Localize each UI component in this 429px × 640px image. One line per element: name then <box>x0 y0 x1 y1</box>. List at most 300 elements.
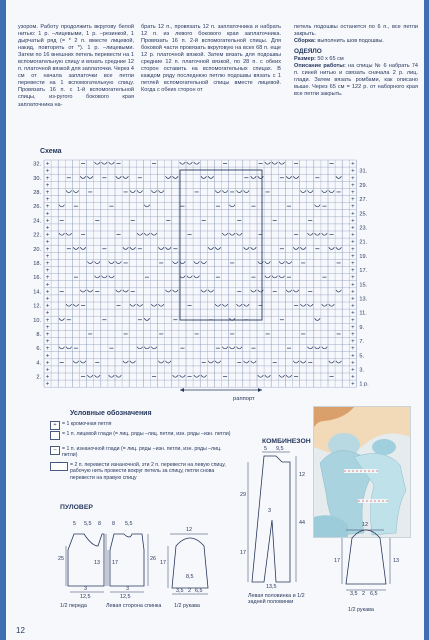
wrap-mark <box>73 304 79 306</box>
wrap-mark <box>300 361 306 363</box>
row-label-right: 13. <box>359 296 368 303</box>
wrap-mark <box>315 205 321 207</box>
assembly-label: Сборка: <box>294 38 316 45</box>
edge-stitch-mark: + <box>351 353 355 360</box>
wrap-mark <box>272 162 278 164</box>
wrap-mark <box>286 375 292 377</box>
wrap-mark <box>116 290 122 292</box>
row-label-left: 32. <box>33 161 41 168</box>
wrap-mark <box>59 205 65 207</box>
pullover-heading: ПУЛОВЕР <box>60 504 93 511</box>
edge-stitch-mark: + <box>45 360 50 367</box>
wrap-mark <box>265 375 271 377</box>
wrap-mark <box>329 190 335 192</box>
edge-stitch-mark: + <box>45 232 50 239</box>
edge-stitch-mark: + <box>45 339 50 346</box>
wrap-mark <box>293 290 299 292</box>
wrap-mark <box>194 375 200 377</box>
chart-grid <box>44 160 356 387</box>
row-label-right: 31. <box>359 168 368 175</box>
edge-stitch-mark: + <box>351 246 355 253</box>
legend-item-wrap <box>50 462 235 481</box>
edge-stitch-mark: + <box>351 282 355 289</box>
rapport-label: раппорт <box>233 396 255 402</box>
wrap-mark <box>137 347 143 349</box>
edge-stitch-mark: + <box>45 310 50 317</box>
wrap-mark <box>229 205 235 207</box>
wrap-mark <box>251 176 257 178</box>
wrap-mark <box>73 247 79 249</box>
wrap-mark <box>180 261 186 263</box>
wrap-mark <box>265 261 271 263</box>
edge-stitch-mark: + <box>45 225 50 232</box>
row-label-left: 14. <box>33 289 41 296</box>
edge-stitch-mark: + <box>351 182 355 189</box>
edge-stitch-mark: + <box>45 331 50 338</box>
edge-stitch-mark: + <box>45 296 50 303</box>
pf-left: 25 <box>58 556 64 562</box>
legend-item-edge-stitch <box>50 421 235 427</box>
wrap-mark <box>87 290 93 292</box>
row-label-right: 21. <box>359 239 368 246</box>
overall-sleeve-dim-lines <box>342 530 390 590</box>
chart-title: Схема <box>40 148 62 155</box>
row-label-right: 1 р. <box>359 381 369 388</box>
wrap-mark <box>286 261 292 263</box>
pullover-sleeve-outline <box>172 538 208 588</box>
row-label-right: 5. <box>359 353 365 360</box>
ps-bottom-1: 2 <box>188 588 191 594</box>
wrap-mark <box>109 162 115 164</box>
wrap-mark <box>215 361 221 363</box>
wrap-mark <box>208 247 214 249</box>
edge-stitch-mark: + <box>45 175 50 182</box>
wrap-mark <box>215 190 221 192</box>
edge-stitch-mark: + <box>351 374 355 381</box>
edge-stitch-mark: + <box>351 303 355 310</box>
legend-title: Условные обозначения <box>70 410 152 417</box>
pb-caption: Левая сторона спинка <box>106 603 162 609</box>
wrap-mark <box>151 233 157 235</box>
ps-bottom-2: 6,5 <box>195 588 203 594</box>
edge-stitch-mark: + <box>45 204 50 211</box>
wrap-mark <box>116 176 122 178</box>
edge-stitch-mark: + <box>351 168 355 175</box>
edge-stitch-mark: + <box>45 289 50 296</box>
pb-top-0: 8 <box>112 521 115 527</box>
wrap-mark <box>286 176 292 178</box>
pf-caption: 1/2 переда <box>60 603 87 609</box>
edge-stitch-mark: + <box>45 317 50 324</box>
wrap-mark <box>144 205 150 207</box>
wrap-mark <box>59 318 65 320</box>
col3-text1: петель подошвы останется по 6 п., все петли закрыть. <box>294 24 418 38</box>
wrap-mark <box>158 304 164 306</box>
wrap-mark <box>251 247 257 249</box>
product-photo <box>313 406 411 538</box>
edge-stitch-mark: + <box>45 182 50 189</box>
pf-top-1: 5,5 <box>84 521 92 527</box>
row-label-left: 24. <box>33 218 41 225</box>
edge-stitch-mark: + <box>351 275 355 282</box>
pf-top-0: 5 <box>73 521 76 527</box>
wrap-mark <box>237 304 243 306</box>
wrap-mark <box>87 261 93 263</box>
wrap-mark <box>336 290 342 292</box>
row-label-right: 9. <box>359 324 365 331</box>
edge-stitch-mark: + <box>351 204 355 211</box>
wrap-mark <box>73 190 79 192</box>
pb-side-a: 17 <box>112 560 118 566</box>
wrap-mark <box>258 176 264 178</box>
wrap-mark <box>315 233 321 235</box>
row-label-right: 7. <box>359 339 365 346</box>
wrap-mark <box>180 276 186 278</box>
edge-stitch-mark: + <box>351 189 355 196</box>
wrap-mark <box>201 375 207 377</box>
edge-stitch-mark: + <box>45 353 50 360</box>
edge-stitch-mark: + <box>45 253 50 260</box>
overall-sleeve-outline <box>346 530 386 584</box>
wrap-mark <box>336 361 342 363</box>
wrap-mark <box>151 190 157 192</box>
row-label-left: 10. <box>33 317 41 324</box>
wrap-mark <box>137 304 143 306</box>
edge-stitch-mark: + <box>351 289 355 296</box>
wrap-mark <box>222 347 228 349</box>
col3-assembly <box>294 38 418 45</box>
wrap-mark <box>194 276 200 278</box>
col2-paragraph: брать 12 п., провязать 12 п. заплаточника и набрать 12 п. из левого бокового края заплаточника. Провязать 16 п. 2-й вспомогательной спицы. Для боковой части провязать вкруговую на всех 68 п. еще 12 р. платочной вязкой. Затем вязать для подошвы средние 12 п. платочной вязкой, по 28 п. с обеих сторон оставить на вспомогательных спицах. В каждом ряду последнюю петлю подошвы вязать с 1 петлей вспомогательной спицы вместе лицевой. Когда с обеих сторон от <box>141 24 281 94</box>
wrap-mark <box>137 190 143 192</box>
oh-left-a: 29 <box>240 492 246 498</box>
oh-bottom: 13,5 <box>266 584 277 590</box>
wrap-mark <box>95 162 101 164</box>
row-labels-left <box>33 162 41 381</box>
wrap-mark <box>272 276 278 278</box>
pb-side-b: 26 <box>150 556 156 562</box>
oh-caption: Левая половинка и 1/2 задней половинки <box>248 593 305 606</box>
wrap-mark <box>158 190 164 192</box>
wrap-mark <box>66 190 72 192</box>
wrap-mark <box>59 347 65 349</box>
pb-bottom: 3 <box>126 586 129 592</box>
edge-stitch-mark: + <box>351 317 355 324</box>
pf-side: 13 <box>94 560 100 566</box>
wrap-mark <box>293 176 299 178</box>
edge-stitch-mark: + <box>351 324 355 331</box>
edge-stitch-mark: + <box>351 367 355 374</box>
edge-stitch-mark: + <box>351 331 355 338</box>
edge-stitch-mark: + <box>351 260 355 267</box>
wrap-mark <box>66 233 72 235</box>
row-label-right: 19. <box>359 253 368 260</box>
wrap-mark <box>286 290 292 292</box>
edge-stitch-mark: + <box>351 225 355 232</box>
wrap-mark <box>244 247 250 249</box>
wrap-mark <box>293 247 299 249</box>
row-label-right: 11. <box>359 310 367 317</box>
edge-stitch-mark: + <box>351 218 355 225</box>
wrap-mark <box>109 375 115 377</box>
row-label-left: 8. <box>36 331 41 338</box>
photo-illustration <box>314 407 410 537</box>
wrap-mark <box>166 361 172 363</box>
wrap-mark <box>251 290 257 292</box>
edge-stitch-mark: + <box>45 268 50 275</box>
row-label-left: 6. <box>36 346 41 353</box>
legend-text-4: = 2 п. перевести изнаночной, эти 2 п. перевести на левую спицу, рабочую нить провести вокруг петель за спицу, петли снова перевести на правую спицу <box>70 462 226 481</box>
wrap-mark <box>201 290 207 292</box>
wrap-symbol: ⌒ <box>50 462 68 471</box>
wrap-mark <box>173 290 179 292</box>
wrap-mark <box>194 261 200 263</box>
row-label-right: 29. <box>359 182 368 189</box>
wrap-mark <box>322 347 328 349</box>
wrap-mark <box>336 176 342 178</box>
wrap-mark <box>279 261 285 263</box>
wrap-mark <box>187 162 193 164</box>
wrap-mark <box>109 276 115 278</box>
wrap-mark <box>137 233 143 235</box>
os-bottom-2: 6,5 <box>370 591 378 597</box>
edge-stitch-mark: + <box>45 381 50 388</box>
wrap-mark <box>237 233 243 235</box>
wrap-mark <box>237 347 243 349</box>
pf-top-2: 8 <box>98 521 101 527</box>
purl-symbol: – <box>50 446 60 455</box>
col1-paragraph: узором. Работу продолжить вкругову белой нитью: 1 р. –лицевыми, 1 р. –резинкой, 1 дырчатый ряд (= * 2 п. вместе лицевой, накид, повторять от *). 1 р. –лицевыми. Затем по 16 внешних петель перевести на 1 вспомогательную спицу и вязать средние 12 п. платочной вязкой для заплаточки. Через 4 см от начала заплаточки все петли перевести на 1 вспомогательную спицу. Провязать 16 п. с 1-й вспомогательной спицы, из-ругого бокового края заплаточника на- <box>18 24 134 108</box>
blanket-heading: ОДЕЯЛО <box>294 48 322 56</box>
wrap-mark <box>173 176 179 178</box>
wrap-mark <box>151 347 157 349</box>
wrap-mark <box>244 361 250 363</box>
edge-stitch-mark: + <box>351 175 355 182</box>
row-label-left: 28. <box>33 189 41 196</box>
wrap-mark <box>158 361 164 363</box>
edge-stitch-mark: + <box>351 381 355 388</box>
wrap-mark <box>158 247 164 249</box>
wrap-mark <box>258 375 264 377</box>
edge-stitch-mark: + <box>351 232 355 239</box>
wrap-mark <box>279 375 285 377</box>
edge-stitch-mark: + <box>45 189 50 196</box>
wrap-mark <box>237 190 243 192</box>
wrap-mark <box>80 176 86 178</box>
row-label-left: 20. <box>33 246 41 253</box>
edge-stitch-mark: + <box>45 218 50 225</box>
wrap-mark <box>73 361 79 363</box>
size-text: 50 x 65 см <box>315 56 344 63</box>
wrap-mark <box>251 361 257 363</box>
wrap-mark <box>208 290 214 292</box>
wrap-mark <box>187 276 193 278</box>
pb-width: 12,5 <box>120 594 131 600</box>
col3-paragraph-1 <box>294 24 418 38</box>
edge-stitch-mark: + <box>45 374 50 381</box>
text-column-2 <box>141 24 281 94</box>
oh-right-b: 44 <box>299 520 305 526</box>
wrap-mark <box>322 304 328 306</box>
wrap-mark <box>265 276 271 278</box>
row-label-left: 4. <box>36 360 41 367</box>
wrap-mark <box>201 176 207 178</box>
wrap-mark <box>222 304 228 306</box>
oh-top-0: 5 <box>264 446 267 452</box>
wrap-mark <box>308 233 314 235</box>
wrap-mark <box>300 304 306 306</box>
ps-mid: 8,5 <box>186 574 194 580</box>
row-label-left: 26. <box>33 204 41 211</box>
left-blue-border <box>0 0 6 640</box>
row-label-left: 2. <box>36 374 41 381</box>
pullover-sleeve-dim-lines <box>168 534 208 594</box>
wrap-mark <box>130 247 136 249</box>
edge-stitch-mark: + <box>45 211 50 218</box>
edge-stitch-mark: + <box>45 246 50 253</box>
wrap-mark <box>80 290 86 292</box>
pb-top-1: 5,5 <box>125 521 133 527</box>
col3-description <box>294 63 418 98</box>
wrap-mark <box>279 276 285 278</box>
ps-caption: 1/2 рукава <box>174 603 200 609</box>
wrap-mark <box>329 361 335 363</box>
row-label-left: 16. <box>33 275 41 282</box>
edge-stitch-mark: + <box>45 161 50 168</box>
edge-stitch-mark: + <box>45 275 50 282</box>
wrap-mark <box>258 290 264 292</box>
wrap-mark <box>222 233 228 235</box>
wrap-mark <box>300 247 306 249</box>
row-label-left: 12. <box>33 303 41 310</box>
oh-mid: 3 <box>268 508 271 514</box>
pullover-front-dim-lines <box>66 534 106 592</box>
ps-left: 17 <box>160 560 166 566</box>
wrap-mark <box>208 361 214 363</box>
ps-top: 12 <box>186 527 192 533</box>
wrap-mark <box>279 162 285 164</box>
wrap-mark <box>308 347 314 349</box>
wrap-mark <box>258 261 264 263</box>
edge-stitch-mark: + <box>45 197 50 204</box>
edge-stitch-mark: + <box>351 239 355 246</box>
edge-stitch-mark: + <box>351 253 355 260</box>
desc-label: Описание работы: <box>294 63 346 70</box>
os-caption: 1/2 рукава <box>348 607 374 613</box>
row-label-left: 18. <box>33 260 41 267</box>
wrap-mark <box>166 247 172 249</box>
edge-stitch-mark: + <box>45 367 50 374</box>
row-label-right: 25. <box>359 211 368 218</box>
desc-text: на спицы № 6 набрать 74 п. синей нитью и связать сначала 2 р. лиц. глади. Затем вязать ромбами, как описано выше. Через 65 см = 122 р. от наборного края все петли закрыть. <box>294 63 418 98</box>
legend-text-3: = 1 п. изнаночной глади (= лиц. ряды –изн. петли, изн. ряды –лиц. петли) <box>62 446 222 459</box>
row-labels-right <box>359 169 369 388</box>
wrap-mark <box>87 176 93 178</box>
row-label-right: 15. <box>359 282 368 289</box>
wrap-mark <box>66 347 72 349</box>
wrap-mark <box>59 233 65 235</box>
row-label-right: 17. <box>359 268 368 275</box>
wrap-mark <box>80 247 86 249</box>
wrap-mark <box>244 190 250 192</box>
wrap-mark <box>208 176 214 178</box>
wrap-mark <box>95 261 101 263</box>
knit-symbol <box>50 431 60 440</box>
wrap-mark <box>322 233 328 235</box>
row-label-right: 23. <box>359 225 368 232</box>
wrap-mark <box>66 304 72 306</box>
pf-bottom: 3 <box>84 586 87 592</box>
edge-stitch-mark: + <box>351 360 355 367</box>
wrap-mark <box>180 375 186 377</box>
os-top: 12 <box>362 522 368 528</box>
row-label-left: 30. <box>33 175 41 182</box>
wrap-mark <box>144 347 150 349</box>
os-bottom-1: 2 <box>362 591 365 597</box>
text-column-3 <box>294 24 418 98</box>
overall-dim-lines <box>248 452 296 582</box>
edge-stitch-mark: + <box>45 239 50 246</box>
wrap-mark <box>102 276 108 278</box>
row-label-right: 3. <box>359 367 365 374</box>
wrap-mark <box>123 247 128 249</box>
row-label-left: 22. <box>33 232 41 239</box>
edge-stitch-mark: + <box>45 303 50 310</box>
oh-left-b: 17 <box>240 550 246 556</box>
oh-top-1: 9,5 <box>276 446 284 452</box>
wrap-mark <box>123 176 128 178</box>
wrap-mark <box>116 375 122 377</box>
wrap-mark <box>173 375 179 377</box>
wrap-mark <box>123 290 128 292</box>
edge-stitch-mark: + <box>351 211 355 218</box>
knitting-chart <box>22 152 382 398</box>
wrap-mark <box>229 233 235 235</box>
text-column-1 <box>18 24 134 109</box>
wrap-mark <box>222 190 228 192</box>
wrap-mark <box>215 247 221 249</box>
edge-stitch-mark: + <box>351 346 355 353</box>
wrap-mark <box>130 304 136 306</box>
edge-stitch-mark: + <box>45 282 50 289</box>
page-number: 12 <box>16 626 25 635</box>
wrap-mark <box>265 162 271 164</box>
wrap-mark <box>244 304 250 306</box>
wrap-mark <box>109 261 115 263</box>
edge-stitch-symbol: + <box>50 421 60 430</box>
wrap-mark <box>329 247 335 249</box>
edge-stitch-mark: + <box>45 260 50 267</box>
edge-stitch-mark: + <box>351 197 355 204</box>
wrap-mark <box>151 304 157 306</box>
os-right: 13 <box>393 558 399 564</box>
pf-width: 12,5 <box>80 594 91 600</box>
edge-stitch-mark: + <box>351 161 355 168</box>
wrap-mark <box>95 375 101 377</box>
legend-item-knit <box>50 431 235 437</box>
row-label-right: 27. <box>359 197 368 204</box>
wrap-mark <box>144 233 150 235</box>
edge-stitch-mark: + <box>351 268 355 275</box>
right-blue-border <box>424 0 429 640</box>
os-left: 17 <box>334 558 340 564</box>
wrap-mark <box>116 261 122 263</box>
ps-bottom-0: 3,5 <box>176 588 184 594</box>
wrap-mark <box>322 190 328 192</box>
wrap-mark <box>201 261 207 263</box>
wrap-mark <box>130 361 136 363</box>
wrap-mark <box>300 190 306 192</box>
